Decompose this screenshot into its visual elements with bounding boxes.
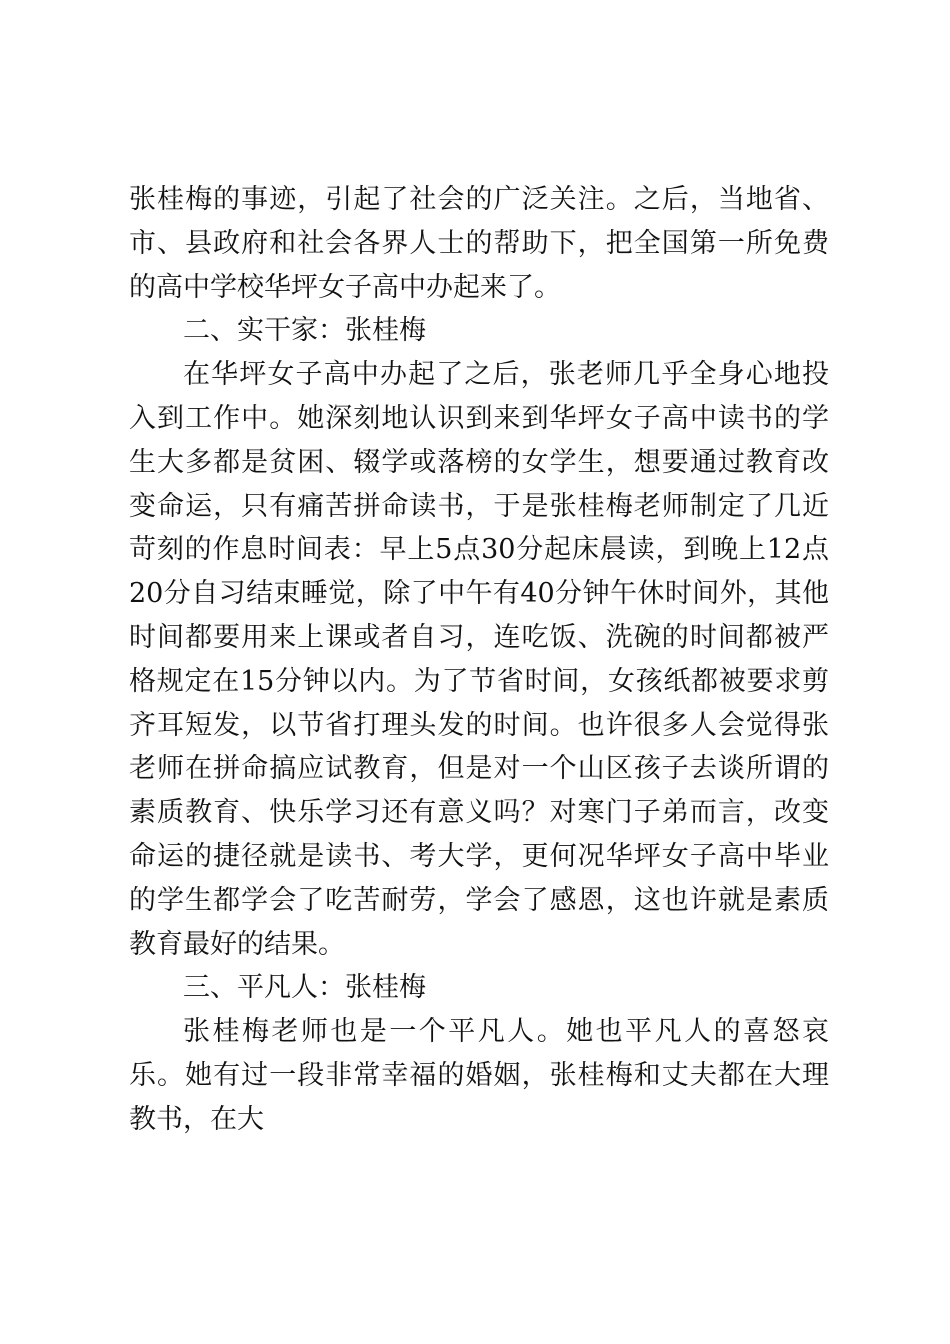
paragraph-continuation: 张桂梅的事迹，引起了社会的广泛关注。之后，当地省、市、县政府和社会各界人士的帮助下，把全国第一所免费的高中学校华坪女子高中办起来了。: [129, 184, 829, 303]
paragraph-ordinary-person: 张桂梅老师也是一个平凡人。她也平凡人的喜怒哀乐。她有过一段非常幸福的婚姻，张桂梅和丈夫都在大理教书，在大: [129, 1016, 829, 1135]
paragraph-practitioner: 在华坪女子高中办起了之后，张老师几乎全身心地投入到工作中。她深刻地认识到来到华坪女子高中读书的学生大多都是贫困、辍学或落榜的女学生，想要通过教育改变命运，只有痛苦拼命读书，于是张桂梅老师制定了几近苛刻的作息时间表：早上5点30分起床晨读，到晚上12点20分自习结束睡觉，除了中午有40分钟午休时间外，其他时间都要用来上课或者自习，连吃饭、洗碗的时间都被严格规定在15分钟以内。为了节省时间，女孩纸都被要求剪齐耳短发，以节省打理头发的时间。也许很多人会觉得张老师在拼命搞应试教育，但是对一个山区孩子去谈所谓的素质教育、快乐学习还有意义吗？对寒门子弟而言，改变命运的捷径就是读书、考大学，更何况华坪女子高中毕业的学生都学会了吃苦耐劳，学会了感恩，这也许就是素质教育最好的结果。: [129, 359, 829, 960]
section-heading-ordinary-person: 三、平凡人：张桂梅: [183, 972, 426, 1004]
document-body: [129, 178, 829, 1142]
section-heading-practitioner: 二、实干家：张桂梅: [183, 315, 426, 347]
